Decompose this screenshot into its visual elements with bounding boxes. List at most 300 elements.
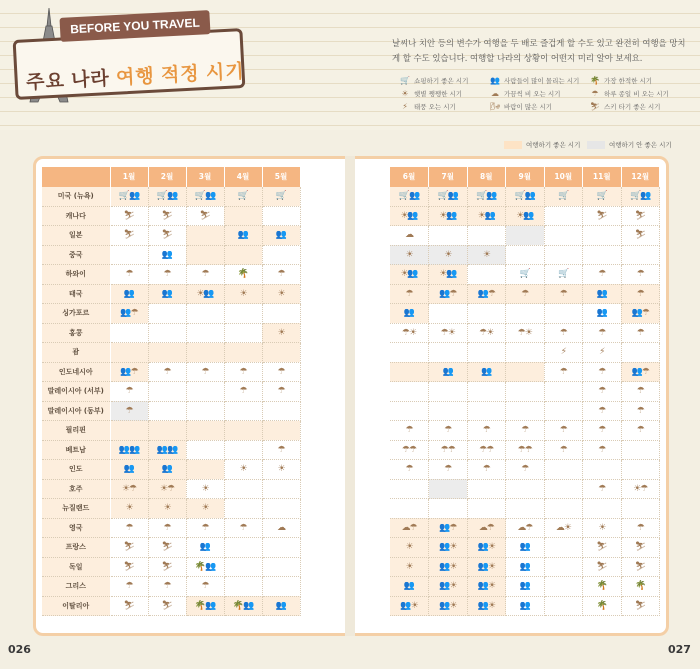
month-cell xyxy=(110,421,148,441)
month-cell: ☀☂ xyxy=(621,479,660,499)
month-cell: ☀ xyxy=(262,323,300,343)
month-cell: ☂ xyxy=(186,362,224,382)
month-cell: 👥 xyxy=(506,577,545,597)
month-cell: ⛷ xyxy=(148,596,186,616)
country-row xyxy=(42,284,300,304)
month-cell: ☂☂ xyxy=(429,440,468,460)
month-cell xyxy=(224,479,262,499)
month-cell: ☂ xyxy=(390,421,429,441)
country-row xyxy=(390,421,660,441)
month-cell: ☂ xyxy=(621,382,660,402)
month-cell xyxy=(583,245,622,265)
legend-item xyxy=(590,76,690,85)
month-cell xyxy=(186,323,224,343)
month-cell: ☂ xyxy=(544,362,583,382)
month-cell xyxy=(186,304,224,324)
month-cell xyxy=(262,304,300,324)
month-cell: ⛷ xyxy=(621,226,660,246)
country-name: 뉴질랜드 xyxy=(42,499,110,519)
month-cell xyxy=(186,382,224,402)
month-cell xyxy=(224,577,262,597)
month-cell xyxy=(621,343,660,363)
month-cell xyxy=(186,401,224,421)
month-header: 12월 xyxy=(621,167,660,187)
country-row xyxy=(390,362,660,382)
legend-item xyxy=(490,102,590,111)
month-cell xyxy=(262,557,300,577)
legend-item xyxy=(490,89,590,98)
country-name: 태국 xyxy=(42,284,110,304)
month-header: 5월 xyxy=(262,167,300,187)
month-cell: ☂ xyxy=(262,440,300,460)
month-cell: 👥☂ xyxy=(110,362,148,382)
month-cell: 👥☀ xyxy=(429,577,468,597)
month-cell: ☂☀ xyxy=(506,323,545,343)
month-cell: 👥☀ xyxy=(467,538,506,558)
month-cell: ☂ xyxy=(544,323,583,343)
country-name: 베트남 xyxy=(42,440,110,460)
month-cell xyxy=(506,362,545,382)
month-cell: 👥☂ xyxy=(429,518,468,538)
month-cell xyxy=(262,479,300,499)
country-row xyxy=(390,343,660,363)
legend-label: 하루 종일 비 오는 시기 xyxy=(604,90,669,98)
legend-item xyxy=(400,102,490,111)
ski-icon: ⛷ xyxy=(590,102,601,111)
month-cell xyxy=(544,479,583,499)
month-cell xyxy=(224,421,262,441)
month-cell: ⛷ xyxy=(148,226,186,246)
month-cell: 👥 xyxy=(506,557,545,577)
month-cell: ☂ xyxy=(262,265,300,285)
month-cell: ☁ xyxy=(390,226,429,246)
country-row xyxy=(390,401,660,421)
month-cell: ☂ xyxy=(506,460,545,480)
month-cell xyxy=(390,362,429,382)
month-cell: 👥☂ xyxy=(621,362,660,382)
month-cell: ⛷ xyxy=(148,538,186,558)
legend-label: 햇볕 쨍쨍한 시기 xyxy=(414,90,463,98)
legend-item xyxy=(490,76,590,85)
country-name: 캐나다 xyxy=(42,206,110,226)
month-cell: ⛷ xyxy=(110,538,148,558)
header-blank xyxy=(42,167,110,187)
month-cell xyxy=(186,460,224,480)
month-cell xyxy=(506,499,545,519)
month-header: 2월 xyxy=(148,167,186,187)
country-row xyxy=(390,596,660,616)
month-cell xyxy=(148,401,186,421)
country-row xyxy=(42,382,300,402)
title-part-1: 주요 나라 xyxy=(25,68,117,94)
month-cell xyxy=(224,440,262,460)
month-cell: 👥 xyxy=(467,362,506,382)
month-cell xyxy=(224,538,262,558)
month-cell: 👥☀ xyxy=(467,557,506,577)
month-cell xyxy=(224,304,262,324)
month-cell: ☀ xyxy=(110,499,148,519)
month-cell: 🛒👥 xyxy=(186,187,224,207)
country-row xyxy=(42,401,300,421)
month-cell: 👥☀ xyxy=(429,557,468,577)
month-cell xyxy=(110,343,148,363)
month-cell xyxy=(467,304,506,324)
month-cell: ☂☂ xyxy=(390,440,429,460)
month-cell: ☂ xyxy=(583,265,622,285)
month-cell: ☂ xyxy=(390,460,429,480)
month-cell: ☂ xyxy=(186,577,224,597)
country-name: 독일 xyxy=(42,557,110,577)
month-cell: ☂ xyxy=(583,401,622,421)
country-row xyxy=(42,518,300,538)
country-name: 홍콩 xyxy=(42,323,110,343)
month-cell: 👥 xyxy=(506,596,545,616)
legend-item xyxy=(590,102,690,111)
month-cell: 👥☀ xyxy=(467,577,506,597)
country-name: 필리핀 xyxy=(42,421,110,441)
month-cell: 👥👥 xyxy=(148,440,186,460)
month-cell xyxy=(390,479,429,499)
month-cell: ☂ xyxy=(583,382,622,402)
month-cell xyxy=(583,499,622,519)
good-swatch xyxy=(504,141,522,149)
month-cell: ☂ xyxy=(621,323,660,343)
month-cell: 🛒 xyxy=(262,187,300,207)
month-cell: ⛷ xyxy=(583,557,622,577)
month-cell xyxy=(467,479,506,499)
month-cell: ⛷ xyxy=(148,206,186,226)
month-cell xyxy=(429,499,468,519)
bad-swatch xyxy=(587,141,605,149)
month-cell: 🛒👥 xyxy=(621,187,660,207)
month-cell xyxy=(148,304,186,324)
month-cell: ☂ xyxy=(390,284,429,304)
month-cell: ☀☂ xyxy=(148,479,186,499)
country-name: 일본 xyxy=(42,226,110,246)
month-cell xyxy=(262,577,300,597)
month-cell: 👥 xyxy=(148,284,186,304)
month-cell: 👥👥 xyxy=(110,440,148,460)
month-cell: ☀ xyxy=(224,460,262,480)
month-header: 4월 xyxy=(224,167,262,187)
month-cell xyxy=(186,343,224,363)
month-cell xyxy=(621,440,660,460)
month-cell: ☂☀ xyxy=(467,323,506,343)
month-cell xyxy=(544,557,583,577)
country-row xyxy=(390,538,660,558)
title-part-2: 여행 적정 시기 xyxy=(115,61,246,89)
country-row xyxy=(390,382,660,402)
month-cell: 🌴👥 xyxy=(186,557,224,577)
country-name: 이탈리아 xyxy=(42,596,110,616)
country-row xyxy=(390,206,660,226)
month-cell: ☂ xyxy=(621,401,660,421)
month-cell: 👥 xyxy=(148,245,186,265)
month-cell: ☂ xyxy=(110,518,148,538)
legend-label: 쇼핑하기 좋은 시기 xyxy=(414,77,469,85)
month-cell: ☁☂ xyxy=(506,518,545,538)
month-cell xyxy=(186,226,224,246)
month-cell xyxy=(390,401,429,421)
month-cell: ⛷ xyxy=(621,206,660,226)
month-cell xyxy=(506,226,545,246)
month-cell: ☀ xyxy=(583,518,622,538)
month-cell xyxy=(262,206,300,226)
month-cell xyxy=(224,343,262,363)
month-cell: ⛷ xyxy=(621,538,660,558)
month-cell: ☂ xyxy=(544,440,583,460)
country-row xyxy=(42,304,300,324)
sun-icon: ☀ xyxy=(401,89,409,98)
month-cell: ☁☂ xyxy=(390,518,429,538)
month-cell xyxy=(186,245,224,265)
month-cell: ☂ xyxy=(224,382,262,402)
month-cell: ☂ xyxy=(467,421,506,441)
legend-good-label: 여행하기 좋은 시기 xyxy=(526,141,581,149)
legend-label: 스키 타기 좋은 시기 xyxy=(604,103,661,111)
month-cell: ☀ xyxy=(390,557,429,577)
month-cell: 🌴 xyxy=(224,265,262,285)
month-cell xyxy=(148,382,186,402)
country-row xyxy=(390,265,660,285)
month-cell xyxy=(429,382,468,402)
month-cell: 👥 xyxy=(506,538,545,558)
month-cell xyxy=(390,382,429,402)
month-cell xyxy=(544,245,583,265)
month-header: 7월 xyxy=(429,167,468,187)
month-cell: ☀ xyxy=(186,479,224,499)
country-row xyxy=(42,460,300,480)
month-cell: ☂ xyxy=(621,265,660,285)
month-cell: ☂ xyxy=(110,382,148,402)
month-cell: 🛒👥 xyxy=(110,187,148,207)
month-header: 3월 xyxy=(186,167,224,187)
month-cell xyxy=(148,323,186,343)
legend-label: 가끔씩 비 오는 시기 xyxy=(504,90,561,98)
month-cell: 🛒👥 xyxy=(467,187,506,207)
country-row xyxy=(390,499,660,519)
month-cell xyxy=(390,343,429,363)
month-cell: ☀👥 xyxy=(429,206,468,226)
month-cell: ⚡ xyxy=(583,343,622,363)
month-cell xyxy=(110,323,148,343)
month-cell: ☀ xyxy=(148,499,186,519)
month-cell: ☂ xyxy=(583,440,622,460)
country-name: 말레이시아 (동부) xyxy=(42,401,110,421)
month-cell: ☂ xyxy=(148,362,186,382)
legend-label: 사람들이 많이 몰리는 시기 xyxy=(504,77,580,85)
country-row xyxy=(390,226,660,246)
month-cell xyxy=(186,440,224,460)
month-cell: ☂ xyxy=(110,577,148,597)
month-cell xyxy=(224,323,262,343)
country-row xyxy=(42,538,300,558)
icon-legend xyxy=(400,76,700,111)
country-row xyxy=(42,596,300,616)
month-cell: 👥 xyxy=(262,596,300,616)
month-cell xyxy=(544,226,583,246)
month-cell: ☂ xyxy=(621,518,660,538)
legend-label: 바람이 많은 시기 xyxy=(504,103,553,111)
crowd-icon: 👥 xyxy=(490,76,500,85)
month-cell xyxy=(506,401,545,421)
month-cell: ⛷ xyxy=(621,596,660,616)
month-cell: ☀👥 xyxy=(429,265,468,285)
country-row xyxy=(390,304,660,324)
country-row xyxy=(42,479,300,499)
country-name: 그리스 xyxy=(42,577,110,597)
country-name: 중국 xyxy=(42,245,110,265)
month-cell xyxy=(262,538,300,558)
month-cell xyxy=(429,226,468,246)
country-row xyxy=(42,499,300,519)
month-cell: ☀👥 xyxy=(390,206,429,226)
month-cell: ☂ xyxy=(110,265,148,285)
wind-icon: 🌬 xyxy=(490,102,501,111)
month-cell: ☂ xyxy=(506,284,545,304)
month-cell: ☀ xyxy=(262,284,300,304)
month-cell: ☂ xyxy=(583,479,622,499)
month-cell: 👥 xyxy=(224,226,262,246)
month-cell: ⛷ xyxy=(583,538,622,558)
month-cell: ☂ xyxy=(621,284,660,304)
month-cell xyxy=(224,499,262,519)
month-cell xyxy=(506,382,545,402)
country-name: 싱가포르 xyxy=(42,304,110,324)
month-cell xyxy=(262,421,300,441)
month-cell: ☂ xyxy=(224,518,262,538)
country-row xyxy=(42,206,300,226)
month-cell xyxy=(621,499,660,519)
month-cell: ☀👥 xyxy=(506,206,545,226)
month-header: 9월 xyxy=(506,167,545,187)
month-header: 10월 xyxy=(544,167,583,187)
country-row xyxy=(42,421,300,441)
month-cell xyxy=(467,343,506,363)
month-cell xyxy=(544,382,583,402)
month-cell xyxy=(544,401,583,421)
month-cell: ☀ xyxy=(262,460,300,480)
country-row xyxy=(390,479,660,499)
month-cell: 👥 xyxy=(583,284,622,304)
month-cell: ☀ xyxy=(390,538,429,558)
month-cell: ☂ xyxy=(583,362,622,382)
palm-icon: 🌴 xyxy=(590,76,600,85)
month-cell: ☀ xyxy=(390,245,429,265)
month-cell: 👥 xyxy=(186,538,224,558)
month-cell xyxy=(429,479,468,499)
month-cell: 🌴👥 xyxy=(224,596,262,616)
month-cell xyxy=(224,245,262,265)
month-cell xyxy=(467,265,506,285)
month-cell: ☂☂ xyxy=(506,440,545,460)
month-cell xyxy=(148,343,186,363)
month-cell: ☂ xyxy=(186,265,224,285)
month-cell: ☂ xyxy=(224,362,262,382)
month-cell xyxy=(544,538,583,558)
month-cell xyxy=(110,245,148,265)
month-cell xyxy=(544,577,583,597)
country-name: 말레이시아 (서부) xyxy=(42,382,110,402)
month-cell: 🛒 xyxy=(544,187,583,207)
month-cell: ☂ xyxy=(583,323,622,343)
month-cell: ☀ xyxy=(467,245,506,265)
right-page-table xyxy=(390,167,660,616)
legend-item xyxy=(590,89,690,98)
country-name: 인도네시아 xyxy=(42,362,110,382)
lightning-icon: ⚡ xyxy=(402,102,408,111)
month-cell: ☁ xyxy=(262,518,300,538)
month-cell xyxy=(544,596,583,616)
month-header: 1월 xyxy=(110,167,148,187)
country-row xyxy=(42,265,300,285)
month-cell xyxy=(467,499,506,519)
country-row xyxy=(42,226,300,246)
month-cell xyxy=(506,245,545,265)
month-cell: 🌴 xyxy=(621,577,660,597)
month-cell xyxy=(224,401,262,421)
month-cell: ☂☀ xyxy=(390,323,429,343)
month-cell: ☂☂ xyxy=(467,440,506,460)
country-row xyxy=(390,518,660,538)
page-number-left: 026 xyxy=(8,643,31,656)
month-cell xyxy=(621,245,660,265)
month-cell: ⛷ xyxy=(110,557,148,577)
month-cell: ⛷ xyxy=(148,557,186,577)
month-header: 8월 xyxy=(467,167,506,187)
month-cell: ☂☀ xyxy=(429,323,468,343)
month-cell xyxy=(544,499,583,519)
month-cell: ☂ xyxy=(467,460,506,480)
month-cell: 👥☀ xyxy=(390,596,429,616)
month-cell xyxy=(467,226,506,246)
month-cell xyxy=(506,343,545,363)
month-cell xyxy=(262,245,300,265)
country-row xyxy=(42,245,300,265)
country-name: 하와이 xyxy=(42,265,110,285)
month-cell: ☀👥 xyxy=(390,265,429,285)
month-cell xyxy=(467,401,506,421)
section-tab: BEFORE YOU TRAVEL xyxy=(59,10,210,42)
month-cell xyxy=(544,460,583,480)
country-row xyxy=(390,557,660,577)
month-cell: ☂ xyxy=(621,421,660,441)
month-cell: 👥☀ xyxy=(429,596,468,616)
month-cell: ☁☀ xyxy=(544,518,583,538)
month-cell: ☀ xyxy=(224,284,262,304)
month-cell: 🛒 xyxy=(506,265,545,285)
month-cell: 🌴 xyxy=(583,577,622,597)
month-cell: 👥 xyxy=(110,284,148,304)
month-cell xyxy=(262,401,300,421)
month-cell: 🛒👥 xyxy=(390,187,429,207)
month-cell xyxy=(583,226,622,246)
month-cell xyxy=(429,343,468,363)
month-cell: 🛒 xyxy=(544,265,583,285)
legend-item xyxy=(400,89,490,98)
country-row xyxy=(42,577,300,597)
month-cell: 👥 xyxy=(110,460,148,480)
month-cell: 👥 xyxy=(148,460,186,480)
month-header: 6월 xyxy=(390,167,429,187)
month-cell: 🛒👥 xyxy=(429,187,468,207)
cart-icon: 🛒 xyxy=(400,76,410,85)
month-cell xyxy=(429,401,468,421)
left-page-table xyxy=(42,167,301,616)
month-cell: 👥 xyxy=(390,577,429,597)
country-row xyxy=(42,187,300,207)
country-row xyxy=(42,440,300,460)
